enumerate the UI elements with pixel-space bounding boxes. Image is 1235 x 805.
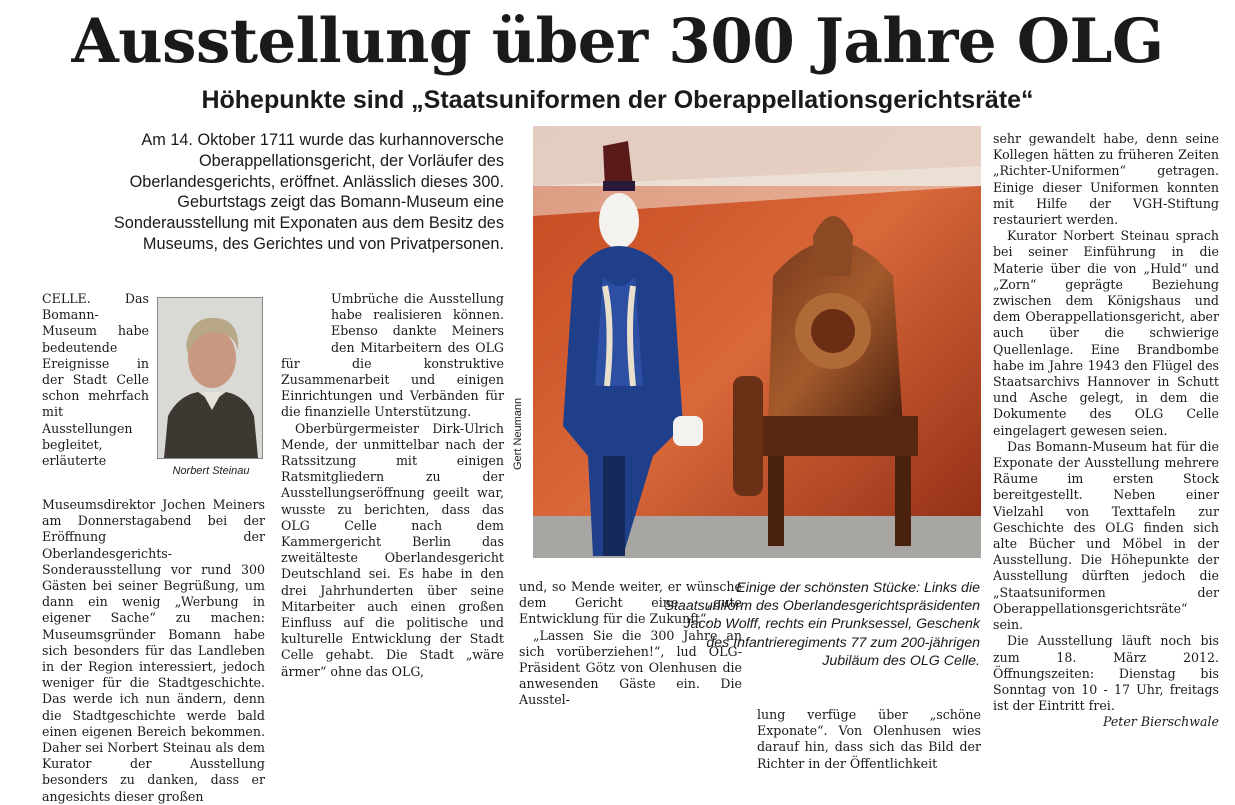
body-col2-p2: Oberbürgermeister Dirk-Ulrich Mende, der unmittelbar nach der Ratssitzung mit einigen Ratsmitgliedern zu der Ausstellungseröffnung geeilt war, wusste zu berichten, dass das OLG Celle nach dem Kammergericht Berlin das zweitälteste Oberlandesgericht Deutschland sei. Es habe in den drei Jahrhunderten über seine Mitarbeiter auch einen großen Einfluss auf die politische und kulturelle Entwicklung der Stadt Celle gehabt. Die Stadt „wäre ärmer“ ohne das OLG,: [281, 420, 504, 679]
column-wrap-spacer: [281, 291, 331, 347]
article-column-3: [519, 579, 742, 709]
body-col5-p4: [993, 633, 1219, 730]
photo-caption: Einige der schönsten Stücke: Links die Staatsuniform des Oberlandesgerichtspräsidenten Jacob Wolff, rechts ein Prunksessel, Geschenk des Infantrieregiments 77 zum 200-jährigen Jubiläum des OLG Celle.: [664, 580, 980, 669]
body-col3-p2: „Lassen Sie die 300 Jahre an sich vorüberziehen!“, lud OLG-Präsident Götz von Olenhusen die anwesenden Gäste ein. Die Ausstel-: [519, 627, 742, 708]
article-column-1: [42, 291, 265, 805]
body-col2-p1: Umbrüche die Ausstellung habe realisieren können. Ebenso dankte Meiners den Mitarbeitern des OLG für die konstruktive Zusammenarbeit und einigen Einrichtungen und Verbänden für die finanzielle Unterstützung.: [281, 291, 504, 420]
body-col4-text: lung verfüge über „schöne Exponate“. Von Olenhusen wies darauf hin, dass sich das Bild der Richter in der Öffentlichkeit: [757, 707, 981, 771]
body-col1-text: CELLE. Das Bomann-Museum habe bedeutende Ereignisse in der Stadt Celle schon mehrfach mit Ausstellungen begleitet, erläuterte Museumsdirektor Jochen Meiners am Donnerstagabend bei der Eröffnung der Oberlandesgerichts-Sonderausstellung vor rund 300 Gästen bei seiner Begrüßung, um dann ein wenig „Werbung in eigener Sache“ zu machen: Museumsgründer Bomann habe sich besonders für das Landleben in der Region interessiert, jedoch weniger für die Stadtgeschichte. Das werde ich nun ändern, denn die Stadtgeschichte werde bald einen eigenen Bereich bekommen. Daher sei Norbert Steinau als dem Kurator der Ausstellung besonders zu danken, dass er angesichts dieser großen: [42, 291, 265, 804]
photo-credit-text: Gert Neumann: [512, 397, 524, 470]
lead-text: Am 14. Oktober 1711 wurde das kurhannoversche Oberappellationsgericht, der Vorläufer des Oberlandesgerichts, eröffnet. Anlässlich dieses 300. Geburtstags zeigt das Bomann-Museum eine Sonderausstellung mit Exponaten aus dem Besitz des Museums, des Gerichtes und von Privatpersonen.: [113, 131, 504, 253]
portrait-figure: [157, 297, 265, 493]
portrait-photo: [157, 297, 263, 459]
article-column-4: [757, 707, 981, 772]
portrait-caption: Norbert Steinau: [172, 465, 250, 477]
article-column-2: [281, 291, 504, 680]
body-col5-p2: Kurator Norbert Steinau sprach bei seiner Einführung in die Materie über die von „Huld“ und „Zorn“ geprägte Beziehung zwischen dem Königshaus und dem Oberappellationsgericht, aber auch über die schwierige Quellenlage. Eine Brandbombe habe im Jahre 1943 den Flügel des Staatsarchivs Hannover in Schutt und Asche gelegt, in dem die Dokumente des OLG Celle eingelagert gewesen seien.: [993, 228, 1219, 438]
subheadline: Höhepunkte sind „Staatsuniformen der Oberappellationsgerichtsräte“: [201, 86, 1034, 114]
main-photo: [533, 126, 981, 558]
body-col5-p4-text: Die Ausstellung läuft noch bis zum 18. März 2012. Öffnungszeiten: Dienstag bis Sonntag von 10 - 17 Uhr, freitags ist der Eintritt frei.: [993, 633, 1219, 714]
body-col3-p1: und, so Mende weiter, er wünsche dem Gericht eine „gute Entwicklung für die Zukunft“.: [519, 579, 742, 627]
body-col5-p1: sehr gewandelt habe, denn seine Kollegen hätten zu früheren Zeiten „Richter-Uniformen“ getragen. Einige dieser Uniformen konnten mit Hilfe der VGH-Stiftung restauriert werden.: [993, 131, 1219, 228]
article-column-5: [993, 131, 1219, 731]
exhibit-photo-image: [533, 126, 981, 558]
author-byline: Peter Bierschwale: [1102, 714, 1219, 730]
body-col5-p3: Das Bomann-Museum hat für die Exponate der Ausstellung mehrere Räume im ersten Stock bereitgestellt. Neben einer Vielzahl von Texttafeln zur Geschichte des OLG finden sich alte Bücher und Möbel in der Ausstellung. Die Höhepunkte der Ausstellung dürften jedoch die „Staatsuniformen der Oberappellationsgerichtsräte“ sein.: [993, 438, 1219, 633]
headline: Ausstellung über 300 Jahre OLG: [71, 6, 1164, 77]
lead-paragraph: [76, 130, 504, 255]
portrait-image: [158, 298, 262, 458]
